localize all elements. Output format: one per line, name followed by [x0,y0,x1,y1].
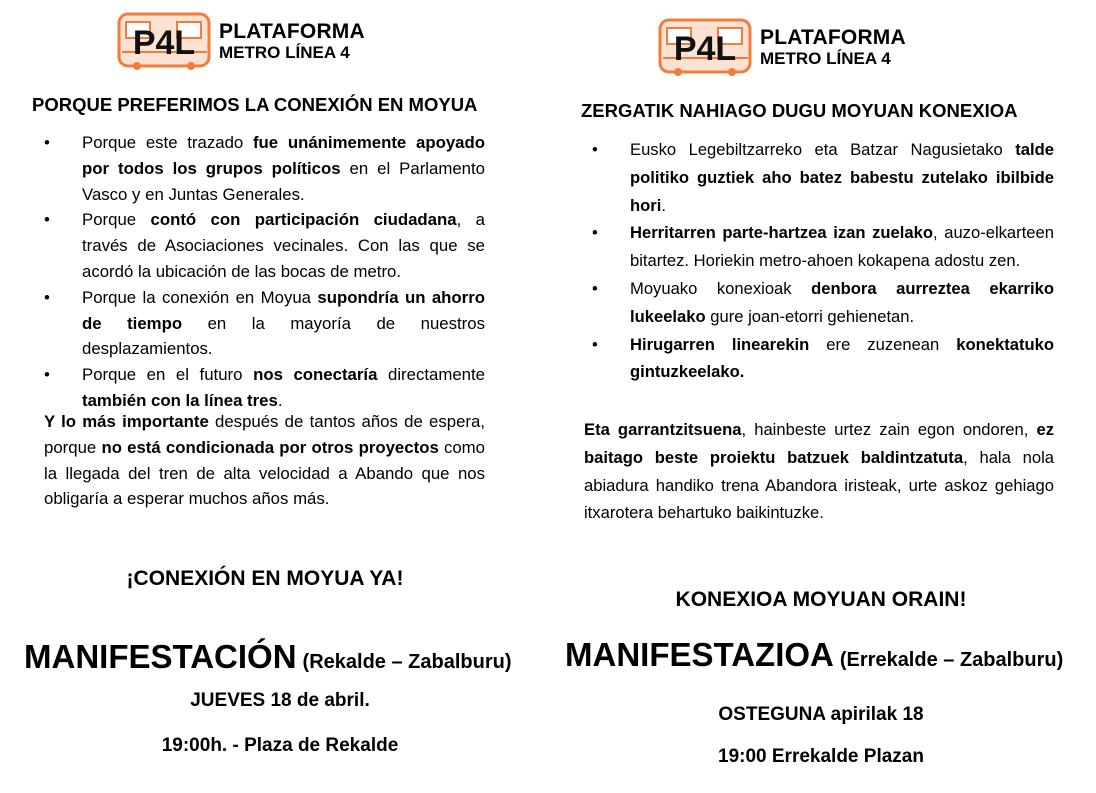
list-item: • Porque en el futuro nos conectaría directamente también con la línea tres. [44,362,485,414]
closing-paragraph: Y lo más importante después de tantos años de espera, porque no está condicionada por otros proyectos como la llegada del tren de alta velocidad a Abando que nos obligaría a esperar muchos años más. [44,412,485,509]
list-item: • Hirugarren linearekin ere zuzenean konektatuko gintuzkeelako. [592,331,1054,387]
list-item: • Porque este trazado fue unánimemente apoyado por todos los grupos políticos en el Parlamento Vasco y en Juntas Generales. [44,130,485,207]
section-heading: PORQUE PREFERIMOS LA CONEXIÓN EN MOYUA [32,94,478,115]
list-item: • Herritarren parte-hartzea izan zuelako, auzo-elkarteen bitartez. Horiekin metro-ahoen kokapena adostu zen. [592,219,1054,275]
list-item: • Porque la conexión en Moyua supondría un ahorro de tiempo en la mayoría de nuestros desplazamientos. [44,285,485,362]
section-heading: ZERGATIK NAHIAGO DUGU MOYUAN KONEXIOA [581,100,1018,121]
logo-subtitle: METRO LÍNEA 4 [760,49,891,68]
logo-title: PLATAFORMA [760,26,906,49]
logo-title: PLATAFORMA [219,20,365,43]
event-time-place: 19:00h. - Plaza de Rekalde [161,735,399,756]
closing-paragraph: Eta garrantzitsuena, hainbeste urtez zain egon ondoren, ez baitago beste proiektu batzuek baldintzatuta, hala nola abiadura handiko trena Abandora iristeak, urte askoz gehiago itxarotera behartuko baikintuzke. [584,420,1055,523]
metro-train-icon [117,10,213,72]
event-date: JUEVES 18 de abril. [190,690,370,711]
demonstration-title: MANIFESTAZIOA (Errekalde – Zabalburu) [565,636,1064,673]
platform-logo [117,10,365,72]
logo-mark: P4L [673,30,737,68]
event-time-place: 19:00 Errekalde Plazan [718,746,924,767]
logo-subtitle: METRO LÍNEA 4 [219,43,350,62]
event-date: OSTEGUNA apirilak 18 [718,704,924,725]
list-item: • Porque contó con participación ciudadana, a través de Asociaciones vecinales. Con las que se acordó la ubicación de las bocas de metro. [44,207,485,284]
platform-logo [658,16,906,78]
reasons-list [44,130,485,414]
list-item: • Eusko Legebiltzarreko eta Batzar Nagusietako talde politiko guztiek aho batez babestu zutelako ibilbide hori. [592,136,1054,219]
slogan: KONEXIOA MOYUAN ORAIN! [675,588,967,611]
logo-mark: P4L [132,24,196,62]
list-item: • Moyuako konexioak denbora aurreztea ekarriko lukeelako gure joan-etorri gehienetan. [592,275,1054,331]
slogan: ¡CONEXIÓN EN MOYUA YA! [126,567,404,590]
metro-train-icon [658,16,754,78]
reasons-list [592,136,1054,386]
demonstration-title: MANIFESTACIÓN (Rekalde – Zabalburu) [24,638,512,675]
